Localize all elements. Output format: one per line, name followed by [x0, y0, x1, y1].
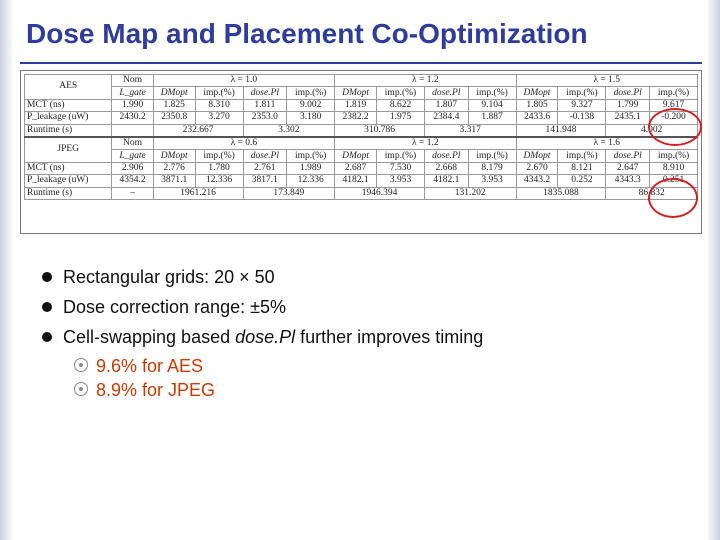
row-label-cell: MCT (ns)	[25, 99, 112, 111]
value-cell: 1.887	[468, 112, 516, 124]
value-cell: 0.252	[558, 175, 606, 187]
column-header-cell: DMopt	[335, 150, 377, 162]
runtime-value-cell: 86.832	[606, 187, 698, 199]
column-header-cell: imp.(%)	[195, 150, 243, 162]
value-cell: 2.687	[335, 162, 377, 174]
bullet-list	[42, 265, 483, 403]
value-cell: -0.138	[558, 112, 606, 124]
value-cell: 3.953	[468, 175, 516, 187]
value-cell: 2350.8	[153, 112, 195, 124]
column-header-cell: dose.Pl	[243, 150, 287, 162]
bullet-item	[42, 295, 483, 325]
value-cell: 7.530	[377, 162, 425, 174]
lambda-header-cell: λ = 0.6	[153, 137, 334, 150]
value-cell: 9.002	[287, 99, 335, 111]
sub-bullet-item	[42, 379, 483, 403]
bullet-text: Rectangular grids: 20 × 50	[63, 267, 275, 287]
value-cell: 8.910	[650, 162, 698, 174]
value-cell: 8.622	[377, 99, 425, 111]
runtime-value-cell: 3.302	[243, 124, 335, 137]
value-cell: 2435.1	[606, 112, 650, 124]
value-cell: -0.200	[650, 112, 698, 124]
value-cell: 2.761	[243, 162, 287, 174]
runtime-value-cell: 4.002	[606, 124, 698, 137]
nom-value-cell: 2430.2	[112, 112, 153, 124]
column-header-cell: imp.(%)	[558, 87, 606, 99]
table-subheader-row	[25, 87, 698, 99]
nom-value-cell: 2.906	[112, 162, 153, 174]
column-header-cell: dose.Pl	[243, 87, 287, 99]
target-bullet-icon	[74, 358, 88, 372]
table-header-row	[25, 75, 698, 87]
value-cell: 4182.1	[424, 175, 468, 187]
title-underline	[20, 62, 702, 64]
table-row	[25, 162, 698, 174]
value-cell: 4343.2	[516, 175, 558, 187]
value-cell: 9.104	[468, 99, 516, 111]
value-cell: 2.647	[606, 162, 650, 174]
value-cell: 2384.4	[424, 112, 468, 124]
value-cell: 1.811	[243, 99, 287, 111]
bullet-item	[42, 265, 483, 295]
column-header-cell: imp.(%)	[468, 87, 516, 99]
bullet-item	[42, 325, 483, 355]
nom-value-cell: 1.990	[112, 99, 153, 111]
runtime-value-cell: 310.786	[335, 124, 425, 137]
column-header-cell: imp.(%)	[287, 87, 335, 99]
column-header-cell: imp.(%)	[287, 150, 335, 162]
value-cell: 1.780	[195, 162, 243, 174]
lambda-header-cell: λ = 1.0	[153, 75, 334, 87]
sub-bullet-item	[42, 355, 483, 379]
value-cell: 1.819	[335, 99, 377, 111]
column-header-cell: dose.Pl	[606, 150, 650, 162]
value-cell: 8.179	[468, 162, 516, 174]
value-cell: 4343.3	[606, 175, 650, 187]
value-cell: 1.807	[424, 99, 468, 111]
value-cell: 2382.2	[335, 112, 377, 124]
value-cell: 3.953	[377, 175, 425, 187]
column-header-cell: DMopt	[335, 87, 377, 99]
value-cell: 2.670	[516, 162, 558, 174]
nom-value-cell: –	[112, 187, 153, 199]
sub-bullet-text: 9.6% for AES	[96, 356, 204, 376]
column-header-cell: imp.(%)	[650, 87, 698, 99]
lambda-header-cell: λ = 1.5	[516, 75, 697, 87]
highlight-circle-aes	[648, 108, 702, 146]
value-cell: 1.989	[287, 162, 335, 174]
column-header-cell: DMopt	[516, 150, 558, 162]
value-cell: 1.975	[377, 112, 425, 124]
value-cell: 12.336	[287, 175, 335, 187]
value-cell: 12.336	[195, 175, 243, 187]
results-table-container	[20, 70, 702, 234]
column-header-cell: imp.(%)	[650, 150, 698, 162]
bullet-dot-icon	[42, 302, 52, 312]
column-header-cell: DMopt	[153, 150, 195, 162]
value-cell: 8.121	[558, 162, 606, 174]
design-name-cell: AES	[25, 75, 112, 100]
value-cell: 3.180	[287, 112, 335, 124]
row-label-cell: P_leakage (uW)	[25, 175, 112, 187]
highlight-circle-jpeg	[648, 178, 698, 218]
column-header-cell: dose.Pl	[424, 150, 468, 162]
runtime-value-cell: 3.317	[424, 124, 516, 137]
value-cell: 3817.1	[243, 175, 287, 187]
column-header-cell: DMopt	[516, 87, 558, 99]
column-header-cell: imp.(%)	[558, 150, 606, 162]
runtime-value-cell: 173.849	[243, 187, 335, 199]
slide-title: Dose Map and Placement Co-Optimization	[26, 18, 588, 49]
nom-header-cell: Nom	[112, 137, 153, 150]
value-cell: 0.251	[650, 175, 698, 187]
row-label-cell: Runtime (s)	[25, 124, 112, 137]
row-label-cell: MCT (ns)	[25, 162, 112, 174]
column-header-cell: imp.(%)	[468, 150, 516, 162]
value-cell: 9.617	[650, 99, 698, 111]
value-cell: 1.825	[153, 99, 195, 111]
runtime-value-cell: 232.667	[153, 124, 243, 137]
row-label-cell: Runtime (s)	[25, 187, 112, 199]
value-cell: 2.776	[153, 162, 195, 174]
table-row	[25, 175, 698, 187]
design-name-cell: JPEG	[25, 137, 112, 162]
value-cell: 1.799	[606, 99, 650, 111]
runtime-value-cell: 1835.088	[516, 187, 606, 199]
value-cell: 2.668	[424, 162, 468, 174]
value-cell: 1.805	[516, 99, 558, 111]
table-runtime-row	[25, 124, 698, 137]
column-header-cell: dose.Pl	[424, 87, 468, 99]
nom-subheader-cell: L_gate	[112, 150, 153, 162]
bullet-text-post: further improves timing	[295, 327, 484, 347]
row-label-cell: P_leakage (uW)	[25, 112, 112, 124]
runtime-value-cell: 131.202	[424, 187, 516, 199]
lambda-header-cell: λ = 1.2	[335, 75, 516, 87]
nom-subheader-cell: L_gate	[112, 87, 153, 99]
nom-header-cell: Nom	[112, 75, 153, 87]
runtime-value-cell: 141.948	[516, 124, 606, 137]
table-row	[25, 112, 698, 124]
column-header-cell: imp.(%)	[195, 87, 243, 99]
lambda-header-cell: λ = 1.6	[516, 137, 697, 150]
value-cell: 4182.1	[335, 175, 377, 187]
table-runtime-row	[25, 187, 698, 199]
nom-value-cell: 4354.2	[112, 175, 153, 187]
sub-bullet-text: 8.9% for JPEG	[96, 380, 216, 400]
lambda-header-cell: λ = 1.2	[335, 137, 516, 150]
nom-value-cell	[112, 124, 153, 137]
bullet-dot-icon	[42, 272, 52, 282]
value-cell: 3871.1	[153, 175, 195, 187]
column-header-cell: imp.(%)	[377, 150, 425, 162]
results-table	[24, 74, 698, 200]
value-cell: 9.327	[558, 99, 606, 111]
value-cell: 2353.0	[243, 112, 287, 124]
column-header-cell: imp.(%)	[377, 87, 425, 99]
runtime-value-cell: 1961.216	[153, 187, 243, 199]
runtime-value-cell: 1946.394	[335, 187, 425, 199]
bullet-dot-icon	[42, 332, 52, 342]
value-cell: 3.270	[195, 112, 243, 124]
column-header-cell: DMopt	[153, 87, 195, 99]
value-cell: 2433.6	[516, 112, 558, 124]
table-row	[25, 99, 698, 111]
bullet-text-pre: Cell-swapping based	[63, 327, 236, 347]
table-subheader-row	[25, 150, 698, 162]
bullet-text: Dose correction range: ±5%	[63, 297, 286, 317]
table-header-row	[25, 137, 698, 150]
target-bullet-icon	[74, 382, 88, 396]
value-cell: 8.310	[195, 99, 243, 111]
bullet-text-emphasis: dose.Pl	[235, 327, 296, 347]
column-header-cell: dose.Pl	[606, 87, 650, 99]
